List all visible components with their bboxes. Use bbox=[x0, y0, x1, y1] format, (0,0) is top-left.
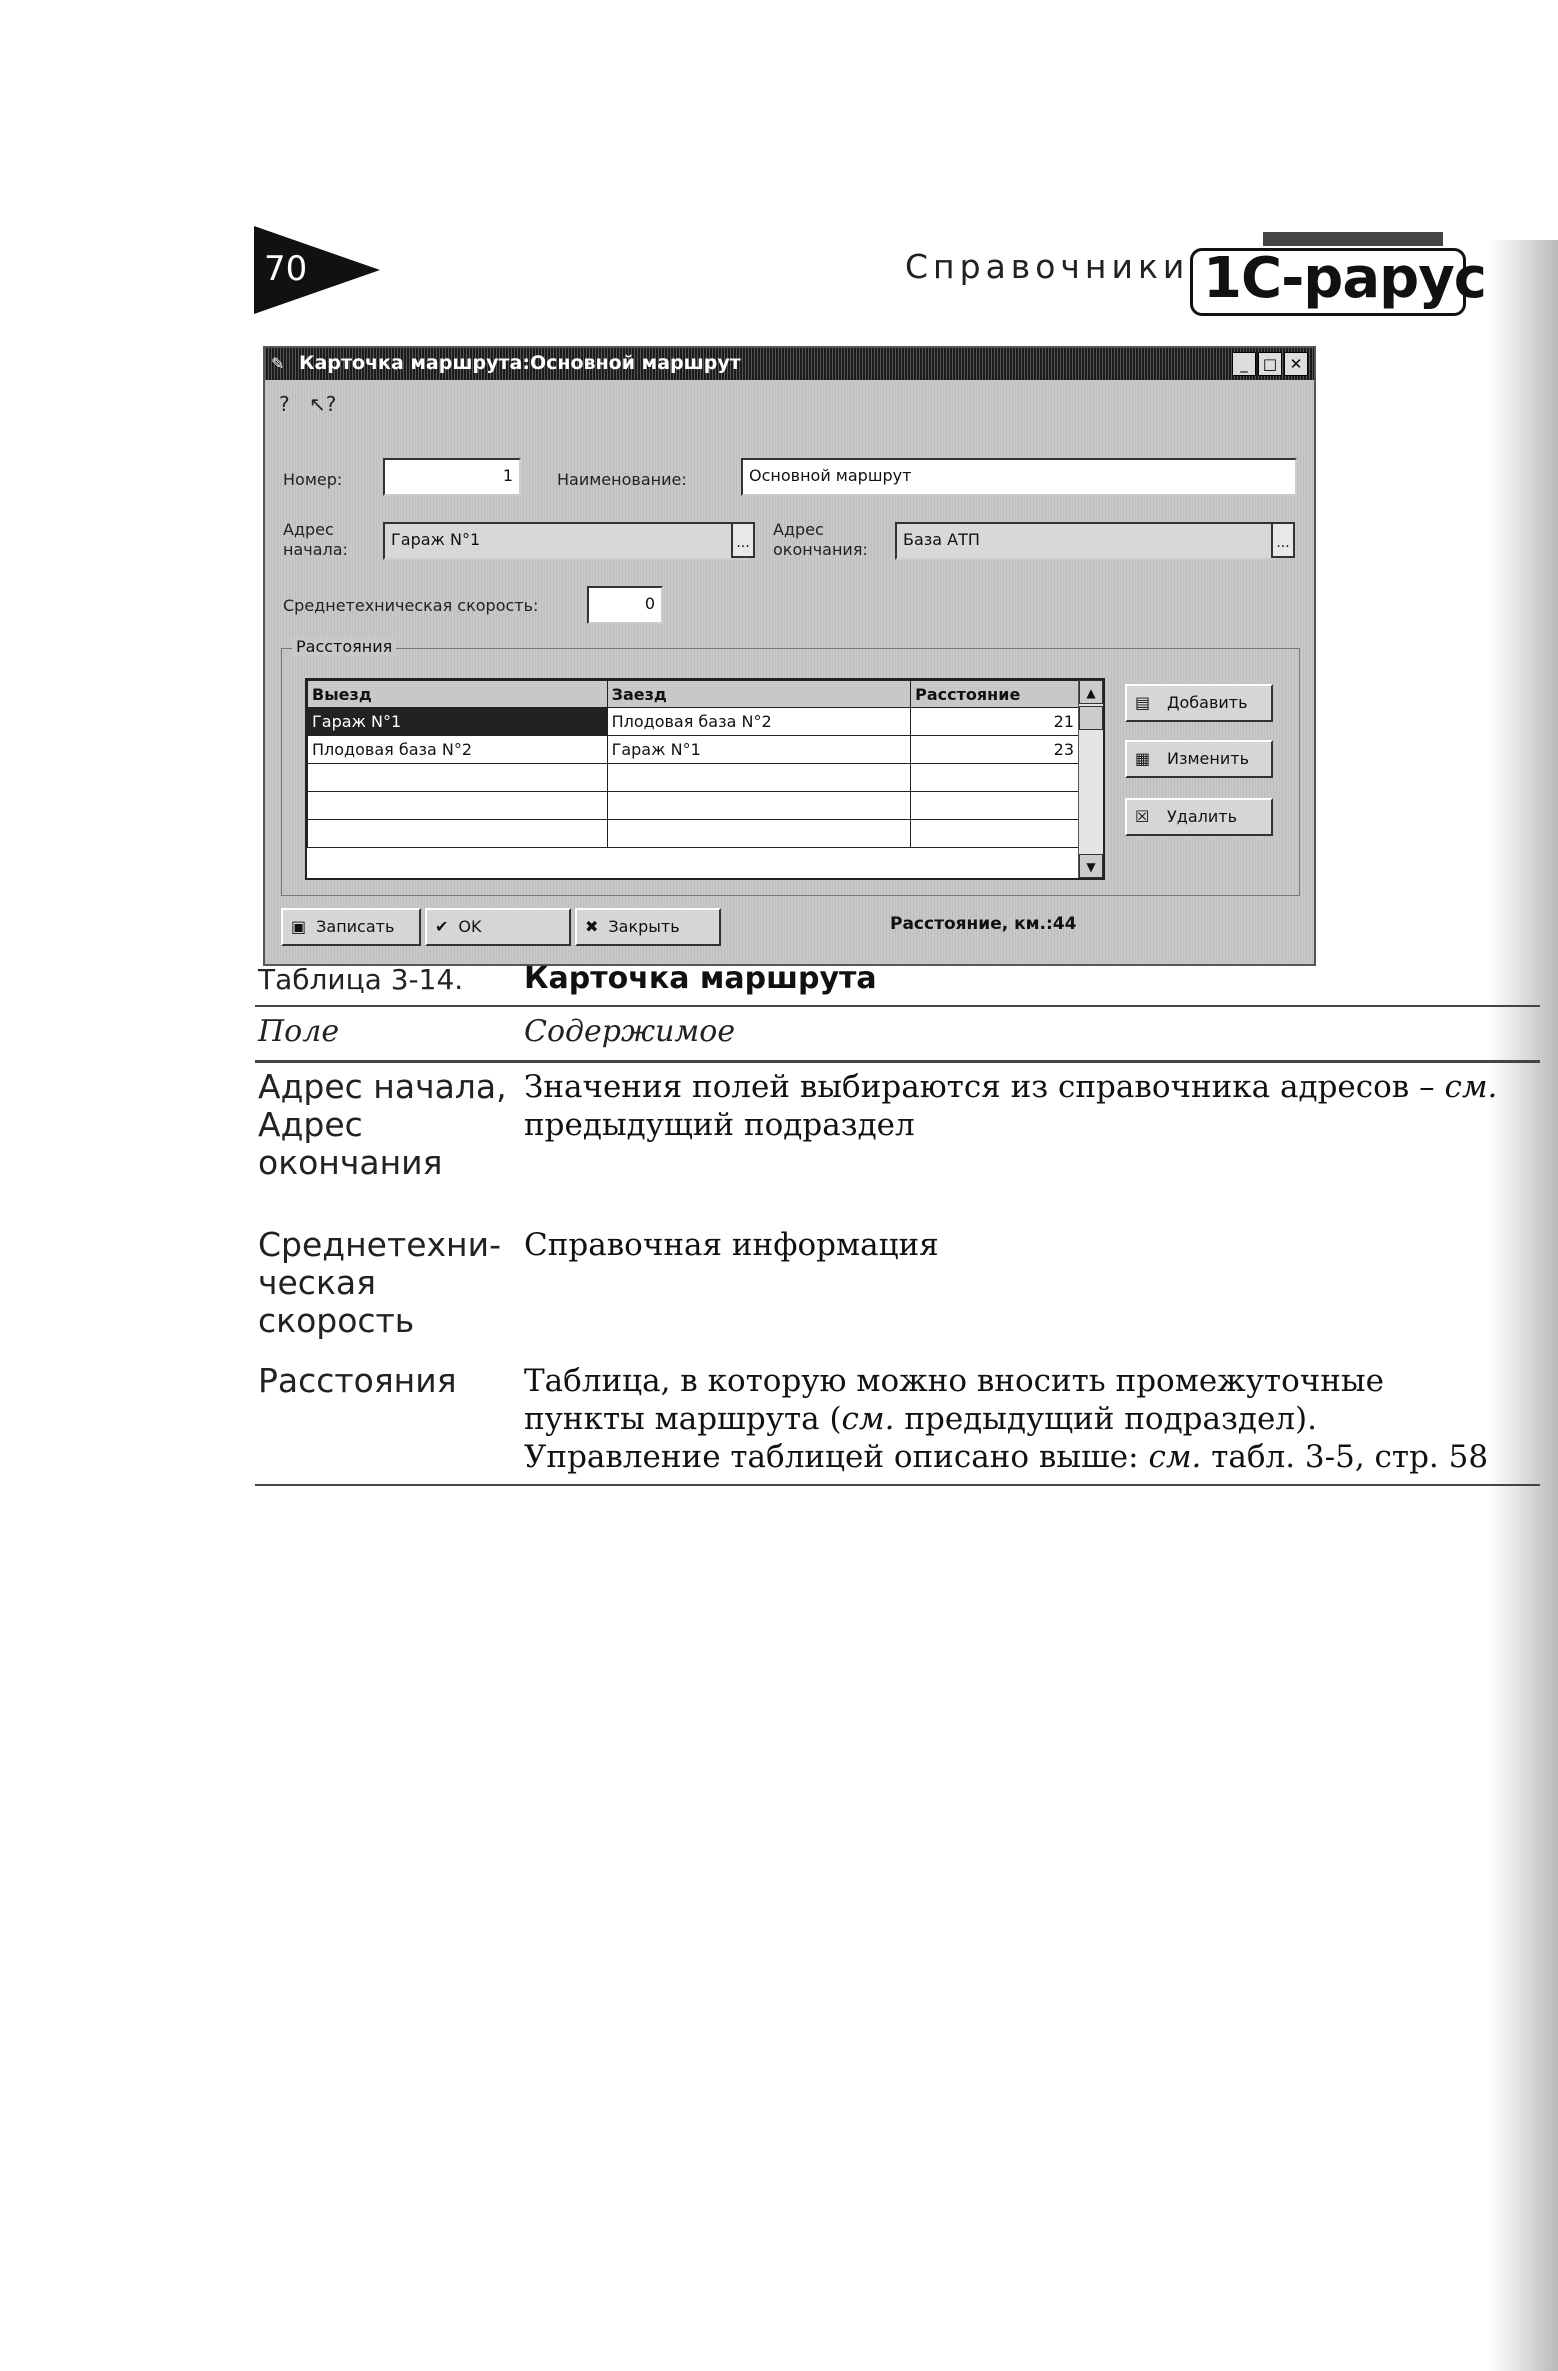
table-cell[interactable] bbox=[607, 820, 911, 848]
table-top-rule bbox=[255, 1005, 1540, 1007]
delete-row-icon: ☒ bbox=[1135, 807, 1150, 826]
number-field[interactable]: 1 bbox=[383, 458, 521, 496]
delete-button[interactable] bbox=[1125, 798, 1273, 836]
distances-group-title: Расстояния bbox=[292, 637, 396, 656]
table-cell[interactable] bbox=[607, 792, 911, 820]
help-icon[interactable]: ? bbox=[279, 392, 290, 416]
grid-header-row bbox=[308, 681, 1079, 708]
start-address-field[interactable]: Гараж N°1 bbox=[383, 522, 749, 560]
start-address-label-2: начала: bbox=[283, 540, 348, 559]
page-number: 70 bbox=[264, 249, 308, 289]
floppy-icon: ▣ bbox=[291, 917, 307, 936]
table-cell[interactable]: Гараж N°1 bbox=[607, 736, 911, 764]
edit-button-label: Изменить bbox=[1167, 749, 1249, 768]
table-row[interactable] bbox=[308, 736, 1079, 764]
row-1-text: Значения полей выбираются из справочника адресов – bbox=[524, 1069, 1445, 1105]
table-cell[interactable] bbox=[308, 820, 608, 848]
end-address-label-2: окончания: bbox=[773, 540, 868, 559]
section-title: Справочники bbox=[905, 247, 1190, 286]
row-3-field: Расстояния bbox=[258, 1361, 457, 1400]
row-2-field: Среднетехни- ческая скорость bbox=[258, 1225, 501, 1340]
table-row[interactable] bbox=[308, 708, 1079, 736]
avg-speed-field[interactable]: 0 bbox=[587, 586, 663, 624]
table-cell[interactable] bbox=[308, 764, 608, 792]
logo bbox=[1185, 226, 1515, 316]
row-1-text-end: предыдущий подраздел bbox=[524, 1107, 915, 1143]
grid-header-cell[interactable]: Выезд bbox=[308, 681, 608, 708]
name-field[interactable]: Основной маршрут bbox=[741, 458, 1297, 496]
distances-grid[interactable] bbox=[305, 678, 1105, 880]
minimize-icon[interactable]: _ bbox=[1232, 352, 1256, 376]
row-2-content: Справочная информация bbox=[524, 1227, 939, 1263]
scroll-thumb[interactable] bbox=[1079, 706, 1103, 730]
table-cell[interactable] bbox=[607, 764, 911, 792]
row-3-content bbox=[524, 1362, 1514, 1476]
close-icon[interactable]: ✕ bbox=[1284, 352, 1308, 376]
row-1-see: см. bbox=[1444, 1069, 1498, 1105]
add-button-label: Добавить bbox=[1167, 693, 1248, 712]
save-button-label: Записать bbox=[316, 917, 395, 936]
table-cell[interactable]: 23 bbox=[911, 736, 1079, 764]
row-1-content bbox=[524, 1068, 1514, 1144]
table-cell[interactable]: 21 bbox=[911, 708, 1079, 736]
save-button[interactable] bbox=[281, 908, 421, 946]
route-card-window bbox=[263, 346, 1316, 966]
table-cell[interactable] bbox=[911, 792, 1079, 820]
ok-button-label: OK bbox=[458, 917, 482, 936]
close-button[interactable] bbox=[575, 908, 721, 946]
grid-header-cell[interactable]: Расстояние bbox=[911, 681, 1079, 708]
table-row[interactable] bbox=[308, 820, 1079, 848]
row-3-see-1: см. bbox=[841, 1401, 895, 1437]
table-cell[interactable]: Плодовая база N°2 bbox=[607, 708, 911, 736]
add-button[interactable] bbox=[1125, 684, 1273, 722]
table-row[interactable] bbox=[308, 764, 1079, 792]
page-edge-shadow bbox=[1488, 240, 1558, 2371]
scroll-down-icon[interactable]: ▼ bbox=[1079, 854, 1103, 878]
window-titlebar bbox=[265, 348, 1314, 380]
maximize-icon[interactable]: □ bbox=[1258, 352, 1282, 376]
table-cell[interactable] bbox=[911, 764, 1079, 792]
table-cell[interactable] bbox=[911, 820, 1079, 848]
close-button-label: Закрыть bbox=[608, 917, 680, 936]
number-label: Номер: bbox=[283, 470, 343, 489]
app-icon: ✎ bbox=[271, 354, 285, 373]
column-header-content: Содержимое bbox=[524, 1014, 736, 1049]
column-header-field: Поле bbox=[258, 1014, 340, 1049]
table-header-rule bbox=[255, 1060, 1540, 1063]
name-label: Наименование: bbox=[557, 470, 687, 489]
end-address-select-button[interactable]: ... bbox=[1271, 522, 1295, 558]
row-3-see-2: см. bbox=[1148, 1439, 1202, 1475]
table-bottom-rule bbox=[255, 1484, 1540, 1486]
table-cell[interactable] bbox=[308, 792, 608, 820]
add-row-icon: ▤ bbox=[1135, 693, 1151, 712]
grid-scrollbar[interactable] bbox=[1078, 680, 1103, 878]
context-help-icon[interactable]: ↖? bbox=[309, 392, 337, 416]
table-cell[interactable]: Плодовая база N°2 bbox=[308, 736, 608, 764]
table-caption-number: Таблица 3-14. bbox=[258, 963, 464, 996]
row-3-text-b: предыдущий подраздел). Управление таблицей описано выше: bbox=[524, 1401, 1317, 1475]
end-address-label-1: Адрес bbox=[773, 520, 824, 539]
ok-button[interactable] bbox=[425, 908, 571, 946]
logo-tagline-bar bbox=[1263, 232, 1443, 246]
avg-speed-label: Среднетехническая скорость: bbox=[283, 596, 539, 615]
start-address-label-1: Адрес bbox=[283, 520, 334, 539]
logo-text: 1С-рарус bbox=[1203, 246, 1486, 311]
checkmark-icon: ✔ bbox=[435, 917, 449, 936]
end-address-field[interactable]: База АТП bbox=[895, 522, 1275, 560]
grid-header-cell[interactable]: Заезд bbox=[607, 681, 911, 708]
window-title: Карточка маршрута:Основной маршрут bbox=[299, 352, 741, 374]
table-caption-title: Карточка маршрута bbox=[524, 961, 877, 996]
row-1-field: Адрес начала, Адрес окончания bbox=[258, 1067, 507, 1182]
total-distance: Расстояние, км.:44 bbox=[890, 914, 1077, 934]
edit-button[interactable] bbox=[1125, 740, 1273, 778]
row-3-text-a: Таблица, в которую можно вносить промежуточные пункты маршрута ( bbox=[524, 1363, 1384, 1437]
table-cell[interactable]: Гараж N°1 bbox=[308, 708, 608, 736]
row-3-text-c: табл. 3-5, стр. 58 bbox=[1201, 1439, 1489, 1475]
cross-icon: ✖ bbox=[585, 917, 599, 936]
table-row[interactable] bbox=[308, 792, 1079, 820]
delete-button-label: Удалить bbox=[1167, 807, 1237, 826]
edit-row-icon: ▦ bbox=[1135, 749, 1151, 768]
start-address-select-button[interactable]: ... bbox=[731, 522, 755, 558]
scroll-up-icon[interactable]: ▲ bbox=[1079, 680, 1103, 704]
